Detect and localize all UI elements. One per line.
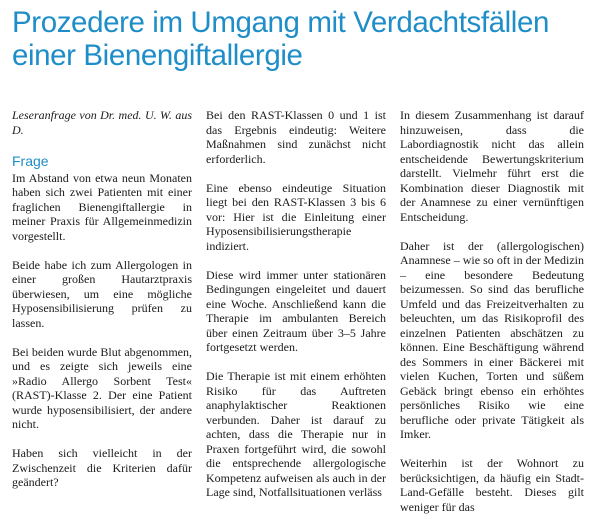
question-heading: Frage	[12, 152, 49, 169]
text-column-2	[206, 108, 386, 514]
question-paragraph-1: Im Abstand von etwa neun Monaten haben sich zwei Patienten mit einer fraglichen Bienengiftallergie in meiner Praxis für Allgemeinmedizin vorgestellt.	[12, 170, 192, 243]
answer-paragraph-1: Bei den RAST-Klassen 0 und 1 ist das Ergebnis eindeutig: Weitere Maßnahmen sind zunächst nicht erforderlich.	[206, 108, 386, 166]
text-column-3	[400, 108, 584, 529]
answer-paragraph-6: Daher ist der (allergologischen) Anamnese – wie so oft in der Medizin – eine besondere Bedeutung beizumessen. So sind das berufliche Umfeld und das Freizeitverhalten zu beleuchten, um das Risikoprofil des einzelnen Patienten abschätzen zu können. Eine Beschäftigung während des Sommers in einer Bäckerei mit vielen Kuchen, Torten und süßem Gebäck bringt ebenso ein erhöhtes persönliches Risiko wie eine berufliche oder private Tätigkeit als Imker.	[400, 238, 584, 441]
answer-paragraph-7: Weiterhin ist der Wohnort zu berücksichtigen, da häufig ein Stadt-Land-Gefälle besteht. Dieses gilt weniger für das	[400, 456, 584, 514]
article-title	[12, 6, 592, 72]
answer-paragraph-2: Eine ebenso eindeutige Situation liegt bei den RAST-Klassen 3 bis 6 vor: Hier ist die Einleitung einer Hyposensibilisierungstherapie indiziert.	[206, 180, 386, 253]
question-paragraph-3: Bei beiden wurde Blut abgenommen, und es zeigte sich jeweils eine »Radio Allergo Sorbent Test« (RAST)-Klasse 2. Der eine Patient wurde hyposensibilisiert, der andere nicht.	[12, 344, 192, 431]
answer-paragraph-5: In diesem Zusammenhang ist darauf hinzuweisen, dass die Labordiagnostik nicht das allein entscheidende Bewertungskriterium darstellt. Vielmehr führt erst die Kombination dieser Diagnostik mit der Anamnese zu einer vernünftigen Entscheidung.	[400, 108, 584, 224]
text-column-1	[12, 108, 192, 504]
reader-question-byline: Leseranfrage von Dr. med. U. W. aus D.	[12, 108, 192, 137]
answer-paragraph-3: Diese wird immer unter stationären Bedingungen eingeleitet und dauert eine Woche. Anschließend kann die Therapie im ambulanten Bereich über einen Zeitraum über 3–5 Jahre fortgesetzt werden.	[206, 267, 386, 354]
article-title-line-1: Prozedere im Umgang mit Verdachtsfällen	[12, 6, 549, 39]
answer-paragraph-4: Die Therapie ist mit einem erhöhten Risiko für das Auftreten anaphylaktischer Reaktionen verbunden. Daher ist darauf zu achten, dass die Therapie nur in Praxen fortgeführt wird, die sowohl die entsprechende allergologische Kompetenz aufweisen als auch in der Lage sind, Notfallsituationen verläss	[206, 369, 386, 499]
question-paragraph-4: Haben sich vielleicht in der Zwischenzeit die Kriterien dafür geändert?	[12, 446, 192, 489]
article-title-line-2: einer Bienengiftallergie	[12, 39, 303, 72]
question-paragraph-2: Beide habe ich zum Allergologen in einer großen Hautarztpraxis überwiesen, um eine mögliche Hyposensibilisierung prüfen zu lassen.	[12, 257, 192, 330]
